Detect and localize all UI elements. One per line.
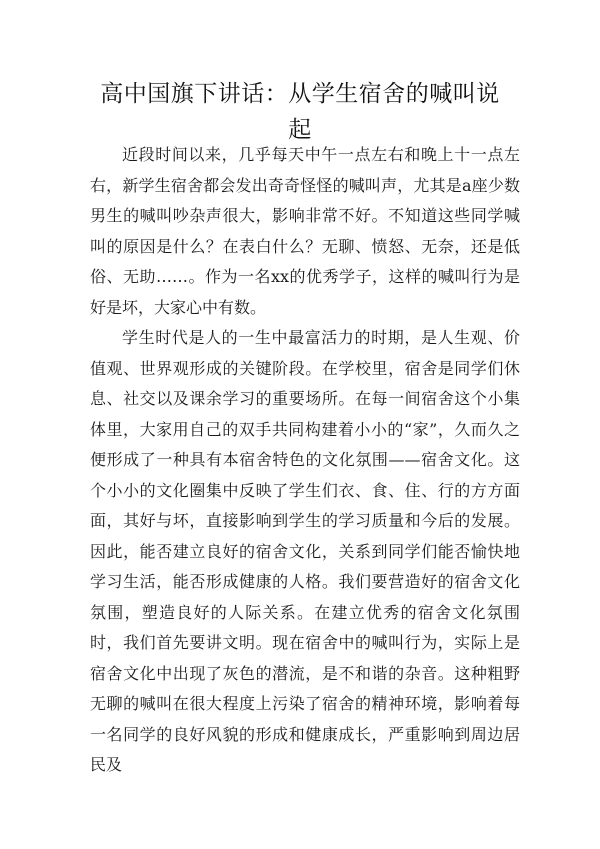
paragraph-1: 近段时间以来，几乎每天中午一点左右和晚上十一点左右，新学生宿舍都会发出奇奇怪怪的喊叫声，尤其是a座少数男生的喊叫吵杂声很大，影响非常不好。不知道这些同学喊叫的原因是什么？在表白什么？无聊、愤怒、无奈，还是低俗、无助……。作为一名xx的优秀学子，这样的喊叫行为是好是坏，大家心中有数。 [90, 145, 520, 317]
paragraph-2: 学生时代是人的一生中最富活力的时期，是人生观、价值观、世界观形成的关键阶段。在学校里，宿舍是同学们休息、社交以及课余学习的重要场所。在每一间宿舍这个小集体里，大家用自己的双手共同构建着小小的“家”，久而久之便形成了一种具有本宿舍特色的文化氛围——宿舍文化。这个小小的文化圈集中反映了学生们衣、食、住、行的方方面面，其好与坏，直接影响到学生的学习质量和今后的发展。因此，能否建立良好的宿舍文化，关系到同学们能否愉快地学习生活，能否形成健康的人格。我们要营造好的宿舍文化氛围，塑造良好的人际关系。在建立优秀的宿舍文化氛围时，我们首先要讲文明。现在宿舍中的喊叫行为，实际上是宿舍文化中出现了灰色的潜流，是不和谐的杂音。这种粗野无聊的喊叫在很大程度上污染了宿舍的精神环境，影响着每一名同学的良好风貌的形成和健康成长，严重影响到周边居民及 [90, 328, 520, 774]
document-title: 高中国旗下讲话：从学生宿舍的喊叫说起 [100, 81, 500, 143]
document-body [90, 140, 520, 781]
